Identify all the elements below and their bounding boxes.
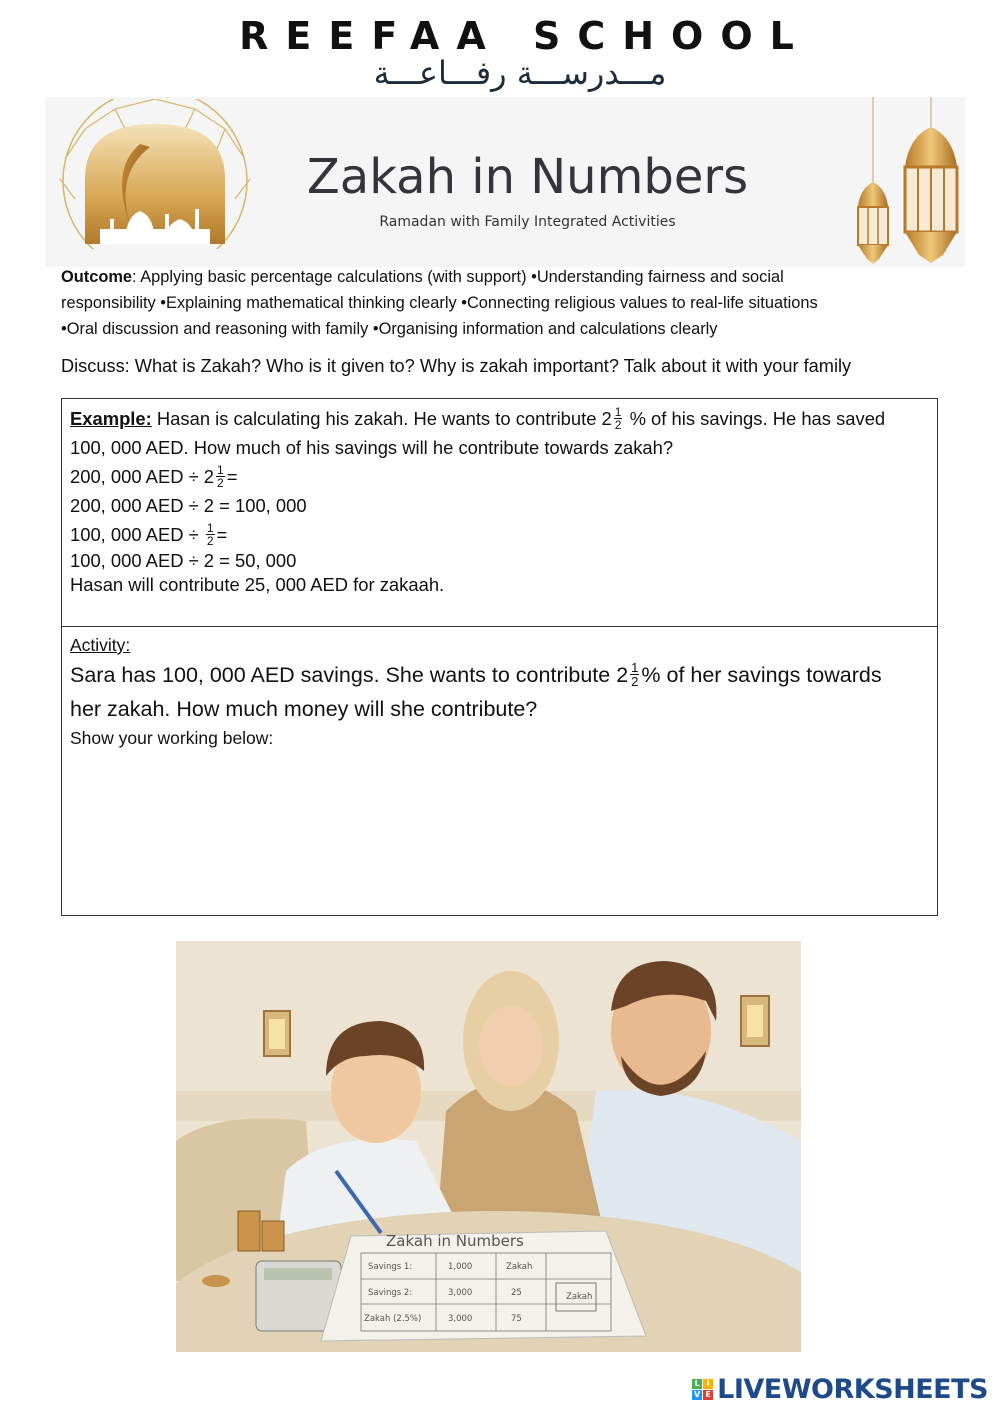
liveworksheets-logo-icon: L I V E bbox=[692, 1379, 713, 1400]
sheet-cell: 3,000 bbox=[448, 1314, 473, 1324]
sheet-cell: Zakah bbox=[506, 1262, 533, 1272]
working-answer-area[interactable] bbox=[62, 747, 937, 915]
example-step-3: 100, 000 AED ÷ $\frac{1}{2}$ = bbox=[70, 520, 228, 548]
fraction-one-half: $\frac{1}{2}$ bbox=[206, 520, 214, 548]
outcome-line-2: responsibility •Explaining mathematical thinking clearly •Connecting religious values to real-life situations bbox=[61, 294, 818, 312]
sheet-cell: 1,000 bbox=[448, 1262, 473, 1272]
learning-outcomes bbox=[61, 264, 941, 342]
outcome-label: Outcome bbox=[61, 268, 133, 286]
activity-question-line-1: Sara has 100, 000 AED savings. She wants to contribute 2 $\frac{1}{2}$ % of her savings towards bbox=[70, 659, 882, 689]
school-name: REEFAA SCHOOL bbox=[239, 14, 811, 58]
example-step-1: 200, 000 AED ÷ 2 $\frac{1}{2}$ = bbox=[70, 462, 238, 490]
family-illustration bbox=[176, 941, 801, 1352]
example-line-1: Example: Hasan is calculating his zakah. He wants to contribute 2 $\frac{1}{2}$ % of his savings. He has saved bbox=[70, 404, 886, 432]
activity-question-line-2: her zakah. How much money will she contribute? bbox=[70, 697, 538, 721]
discuss-prompt: Discuss: What is Zakah? Who is it given to? Why is zakah important? Talk about it with your family bbox=[61, 356, 852, 376]
working-prompt: Show your working below: bbox=[70, 728, 274, 748]
activity-label: Activity: bbox=[70, 635, 131, 655]
lanterns-icon bbox=[833, 97, 963, 267]
worksheet-paper bbox=[321, 1231, 646, 1341]
fraction-one-half: $\frac{1}{2}$ bbox=[614, 404, 622, 432]
fraction-one-half: $\frac{1}{2}$ bbox=[217, 462, 224, 490]
liveworksheets-logo-text: LIVEWORKSHEETS bbox=[717, 1374, 988, 1405]
zakah-box-label: Zakah bbox=[566, 1292, 593, 1302]
liveworksheets-logo[interactable] bbox=[692, 1374, 988, 1405]
outcome-line-3: •Oral discussion and reasoning with family •Organising information and calculations clearly bbox=[61, 320, 718, 338]
banner-title: Zakah in Numbers bbox=[306, 149, 749, 205]
sheet-cell: 25 bbox=[511, 1288, 522, 1298]
example-line-2: 100, 000 AED. How much of his savings will he contribute towards zakah? bbox=[70, 437, 674, 458]
sheet-title: Zakah in Numbers bbox=[386, 1232, 524, 1250]
lantern-icon bbox=[741, 996, 769, 1046]
family-zakah-scene-image bbox=[176, 941, 801, 1352]
example-box bbox=[61, 398, 938, 627]
fraction-one-half: $\frac{1}{2}$ bbox=[631, 659, 639, 689]
sheet-cell: Savings 1: bbox=[368, 1262, 413, 1272]
lantern-icon bbox=[264, 1011, 290, 1056]
activity-box bbox=[61, 626, 938, 916]
outcome-line-1: Outcome: Applying basic percentage calculations (with support) •Understanding fairness and social bbox=[61, 268, 784, 286]
sheet-cell: Savings 2: bbox=[368, 1288, 413, 1298]
sheet-cell: 75 bbox=[511, 1314, 522, 1324]
banner-subtitle: Ramadan with Family Integrated Activities bbox=[379, 214, 676, 230]
example-label: Example: bbox=[70, 408, 152, 429]
title-banner bbox=[45, 97, 965, 267]
sheet-cell: 3,000 bbox=[448, 1288, 473, 1298]
school-name-arabic: مـــدرســـة رفـــاعـــة bbox=[373, 54, 667, 92]
sheet-cell: Zakah (2.5%) bbox=[364, 1314, 422, 1324]
example-step-4: 100, 000 AED ÷ 2 = 50, 000 bbox=[70, 550, 297, 571]
example-step-2: 200, 000 AED ÷ 2 = 100, 000 bbox=[70, 495, 307, 516]
example-conclusion: Hasan will contribute 25, 000 AED for zakaah. bbox=[70, 574, 445, 595]
